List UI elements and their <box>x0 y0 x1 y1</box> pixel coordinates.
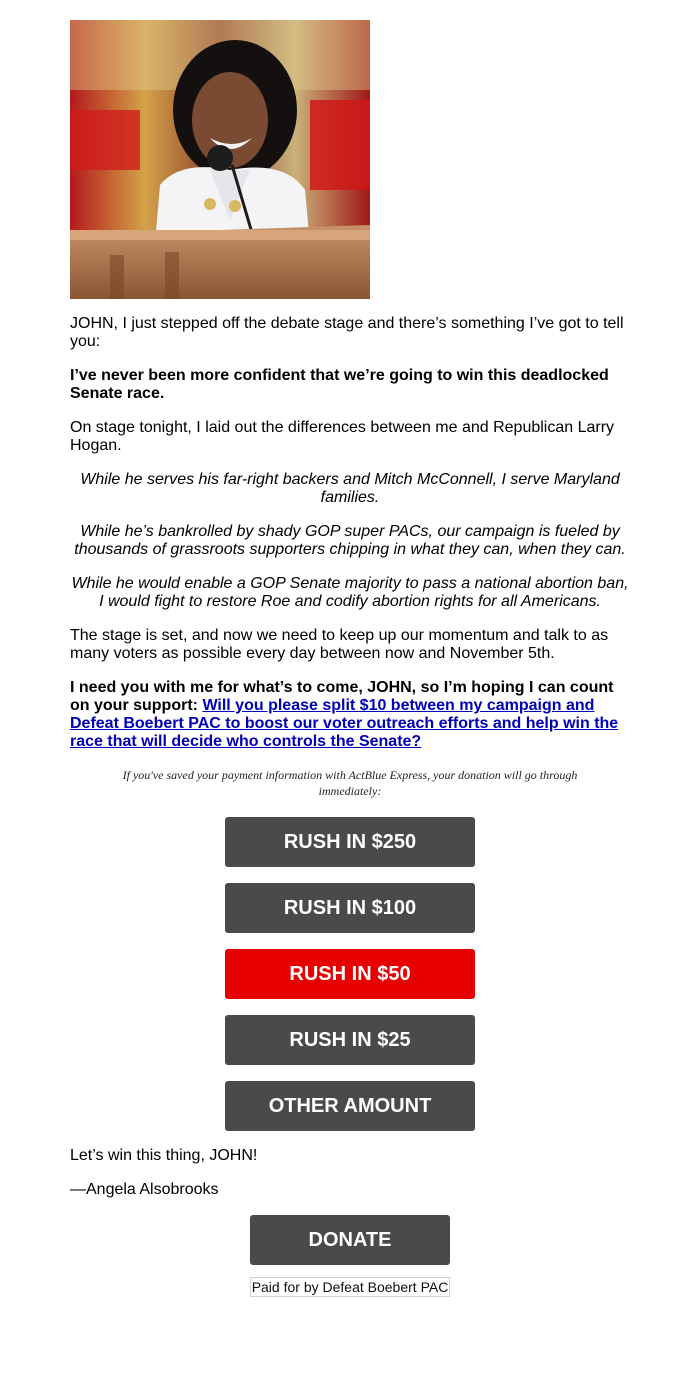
quote-paragraph: While he would enable a GOP Senate majority to pass a national abortion ban, I would fight to restore Roe and codify abortion rights for all Americans. <box>71 575 629 610</box>
intro-paragraph: JOHN, I just stepped off the debate stage and there’s something I’ve got to tell you: <box>70 315 624 350</box>
email-body <box>70 20 630 1297</box>
quote-paragraph: While he’s bankrolled by shady GOP super PACs, our campaign is fueled by thousands of grassroots supporters chipping in what they can, when they can. <box>74 523 626 558</box>
closing-line: Let’s win this thing, JOHN! <box>70 1147 258 1164</box>
debate-paragraph: On stage tonight, I laid out the differences between me and Republican Larry Hogan. <box>70 419 615 454</box>
signature: —Angela Alsobrooks <box>70 1181 219 1198</box>
candidate-photo <box>70 20 370 299</box>
ask-lead: I need you with me for what’s to come, JOHN, so I’m hoping I can count on your support: <box>70 679 614 714</box>
actblue-express-note: If you've saved your payment information with ActBlue Express, your donation will go through immediately: <box>122 768 578 798</box>
rush-100-button[interactable]: RUSH IN $100 <box>225 883 475 933</box>
ask-paragraph <box>70 679 630 751</box>
paid-for-by-disclaimer: Paid for by Defeat Boebert PAC <box>251 1279 449 1295</box>
donation-buttons <box>70 817 630 1131</box>
rush-50-button[interactable]: RUSH IN $50 <box>225 949 475 999</box>
quote-paragraph: While he serves his far-right backers and Mitch McConnell, I serve Maryland families. <box>80 471 620 506</box>
rush-250-button[interactable]: RUSH IN $250 <box>225 817 475 867</box>
split-donation-link[interactable]: Will you please split $10 between my campaign and Defeat Boebert PAC to boost our voter outreach efforts and help win the race that will decide who controls the Senate? <box>70 697 619 750</box>
confidence-paragraph: I’ve never been more confident that we’re going to win this deadlocked Senate race. <box>70 367 609 402</box>
other-amount-button[interactable]: OTHER AMOUNT <box>225 1081 475 1131</box>
donate-button[interactable]: DONATE <box>250 1215 450 1265</box>
rush-25-button[interactable]: RUSH IN $25 <box>225 1015 475 1065</box>
momentum-paragraph: The stage is set, and now we need to keep up our momentum and talk to as many voters as possible every day between now and November 5th. <box>70 627 609 662</box>
candidate-photo-graphic <box>70 20 370 299</box>
